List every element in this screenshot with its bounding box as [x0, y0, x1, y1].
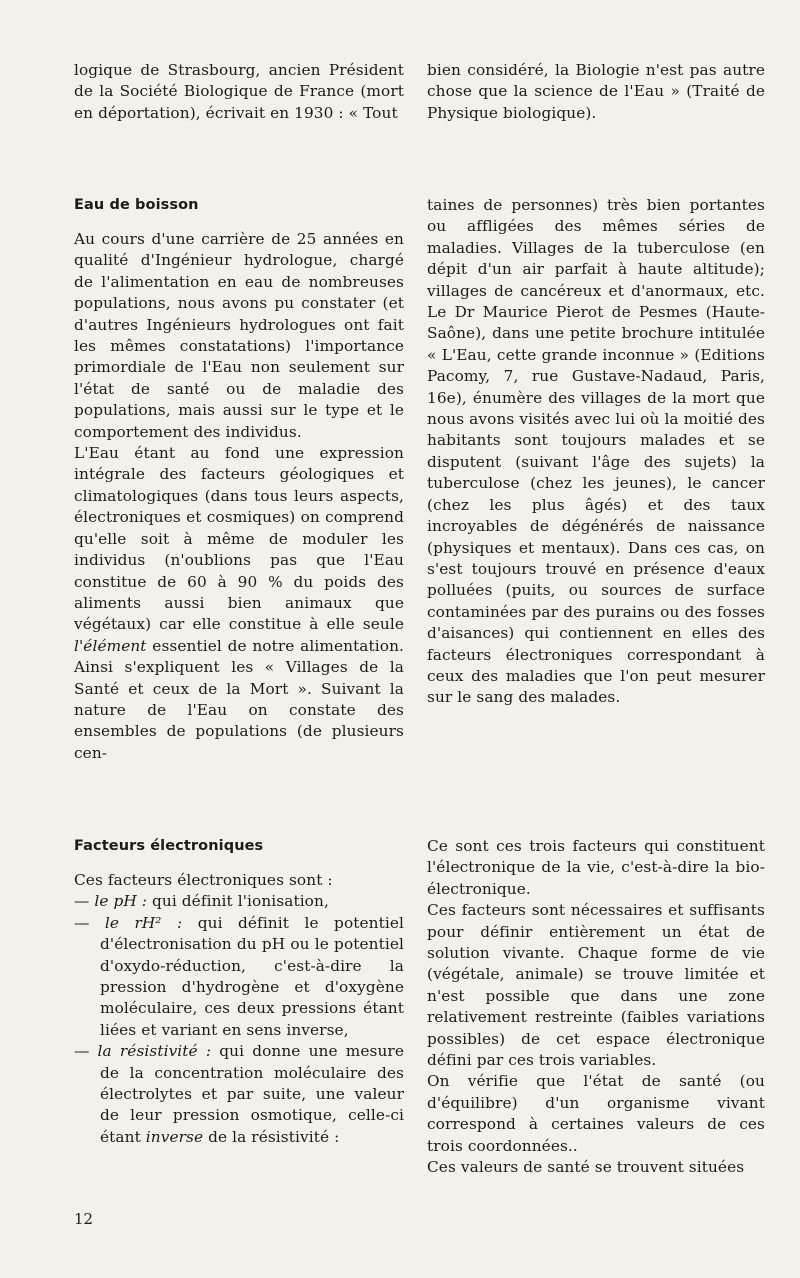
- paragraph: Ces facteurs électroniques sont :: [74, 871, 333, 889]
- list-text: qui donne une mesure de la concentration moléculaire des électrolytes et par suite, une valeur de leur pression osmotique, celle-ci étant: [100, 1042, 404, 1146]
- section-eau-left-column: [74, 195, 404, 764]
- paragraph: On vérifie que l'état de santé (ou d'équilibre) d'un organisme vivant correspond à certaines valeurs de ces trois coordonnées..: [427, 1072, 765, 1155]
- paragraph: Ce sont ces trois facteurs qui constituent l'électronique de la vie, c'est-à-dire la bio-électronique.: [427, 837, 765, 898]
- list-term: le rH² :: [104, 913, 183, 932]
- list-dash: —: [74, 1042, 98, 1061]
- list-item: [74, 1041, 404, 1148]
- paragraph: Ces facteurs sont nécessaires et suffisants pour définir entièrement un état de solution vivante. Chaque forme de vie (végétale, animale) se trouve limitée et n'est possible que dans une zone relativement restreinte (faibles variations possibles) de cet espace électronique défini par ces trois variables.: [427, 901, 765, 1070]
- intro-right-column: [427, 60, 765, 124]
- list-text: qui définit l'ionisation,: [147, 892, 329, 911]
- paragraph: Au cours d'une carrière de 25 années en qualité d'Ingénieur hydrologue, chargé de l'alimentation en eau de nombreuses populations, nous avons pu constater (et d'autres Ingénieurs hydrologues ont fait les mêmes constatations) l'importance primordiale de l'Eau non seulement sur l'état de santé ou de maladie des populations, mais aussi sur le type et le comportement des individus.: [74, 230, 404, 441]
- intro-right-text: bien considéré, la Biologie n'est pas autre chose que la science de l'Eau » (Traité de Physique biologique).: [427, 61, 765, 122]
- intro-left-column: [74, 60, 404, 124]
- paragraph: taines de personnes) très bien portantes ou affligées des mêmes séries de maladies. Villages de la tuberculose (en dépit d'un air parfait à haute altitude); villages de cancéreux et d'anormaux, etc. Le Dr Maurice Pierot de Pesmes (Haute-Saône), dans une petite brochure intitulée « L'Eau, cette grande inconnue » (Editions Pacomy, 7, rue Gustave-Nadaud, Paris, 16e), énumère des villages de la mort que nous avons visités avec lui où la moitié des habitants sont toujours malades et se disputent (suivant l'âge des sujets) la tuberculose (chez les jeunes), le cancer (chez les plus âgés) et des taux incroyables de dégénérés de naissance (physiques et mentaux). Dans ces cas, on s'est toujours trouvé en présence d'eaux polluées (puits, ou sources de surface contaminées par des purains ou des fosses d'aisances) qui contiennent en elles des facteurs électroniques correspondant à ceux des maladies que l'on peut mesurer sur le sang des malades.: [427, 196, 765, 707]
- text-run: L'Eau étant au fond une expression intégrale des facteurs géologiques et climatologiques (dans tous leurs aspects, électroniques et cosmiques) on comprend qu'elle soit à même de moduler les individus (n'oublions pas que l'Eau constitue de 60 à 90 % du poids des aliments aussi bien animaux que végétaux) car elle constitue à elle seule: [74, 444, 404, 634]
- list-term: le pH :: [94, 892, 148, 911]
- list-text: qui définit le potentiel d'électronisation du pH ou le potentiel d'oxydo-réduction, c'est-à-dire la pression d'hydrogène et d'oxygène moléculaire, ces deux pressions étant liées et variant en sens inverse,: [100, 913, 404, 1039]
- section-heading-eau-de-boisson: Eau de boisson: [74, 197, 199, 213]
- text-run: essentiel de notre alimentation. Ainsi s'expliquent les « Villages de la Santé et ceux de la Mort ». Suivant la nature de l'Eau on constate des ensembles de populations (de plusieurs cen-: [74, 636, 404, 762]
- list-dash: —: [74, 913, 105, 932]
- section-heading-facteurs-electroniques: Facteurs électroniques: [74, 838, 264, 854]
- list-dash: —: [74, 892, 95, 911]
- list-text: de la résistivité :: [203, 1127, 340, 1146]
- list-term: la résistivité :: [97, 1042, 212, 1061]
- list-item: [74, 913, 404, 1041]
- section-facteurs-left-column: [74, 836, 404, 1148]
- list-item: [74, 891, 404, 912]
- page-number: 12: [74, 1210, 94, 1228]
- intro-left-text: logique de Strasbourg, ancien Président de la Société Biologique de France (mort en déportation), écrivait en 1930 : « Tout: [74, 61, 404, 122]
- paragraph: [74, 443, 404, 764]
- paragraph: Ces valeurs de santé se trouvent situées: [427, 1158, 745, 1177]
- emphasis-text: inverse: [145, 1127, 204, 1146]
- emphasis-text: l'élément: [74, 636, 147, 655]
- section-eau-right-column: [427, 195, 765, 709]
- section-facteurs-right-column: [427, 836, 765, 1179]
